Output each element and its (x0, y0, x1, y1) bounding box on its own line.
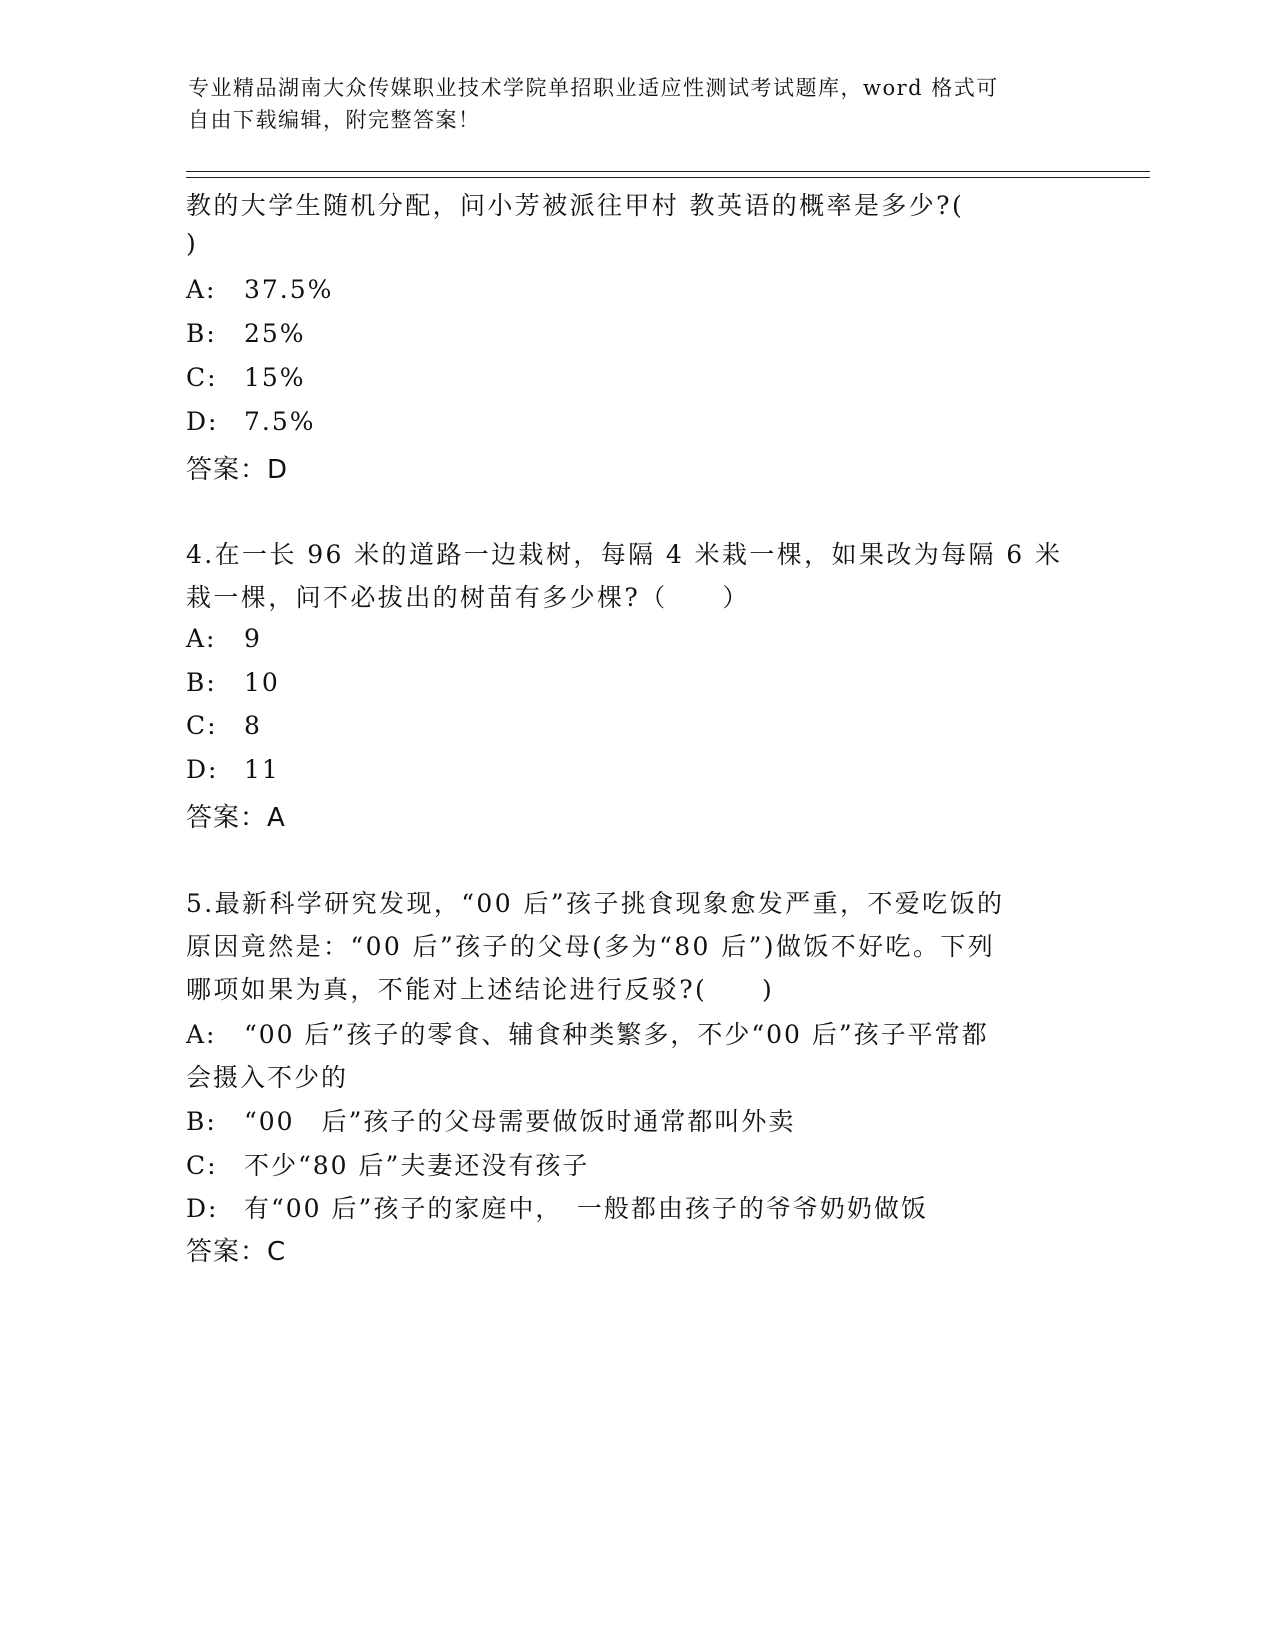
option-text: 会摄入不少的 (186, 1063, 349, 1092)
option-d (186, 1189, 928, 1225)
question-text-line: ) (186, 229, 199, 258)
option-text: 7.5% (244, 407, 316, 436)
option-d (186, 755, 280, 784)
option-text: 不少“80 后”夫妻还没有孩子 (244, 1151, 590, 1180)
header-line-2: 自由下载编辑，附完整答案！ (188, 108, 481, 132)
option-text: 10 (244, 668, 280, 697)
option-label: B: (186, 319, 217, 348)
answer: 答案：C (186, 1237, 287, 1267)
option-label: A: (186, 1020, 217, 1049)
question-text-line: 4.在一长 96 米的道路一边栽树，每隔 4 米栽一棵，如果改为每隔 6 米 (186, 540, 1063, 569)
option-label: D: (186, 755, 219, 784)
option-d (186, 407, 316, 436)
option-b (186, 668, 280, 697)
option-c (186, 711, 262, 740)
option-text: 8 (244, 711, 262, 740)
answer: 答案：A (186, 803, 286, 833)
option-label: A: (186, 275, 217, 304)
option-label: C: (186, 1151, 218, 1180)
option-text: “00 后”孩子的零食、辅食种类繁多，不少“00 后”孩子平常都 (244, 1020, 989, 1049)
option-label: C: (186, 711, 218, 740)
option-a (186, 624, 262, 653)
option-c (186, 1146, 589, 1182)
option-b (186, 319, 306, 348)
header-rule-top (186, 171, 1150, 172)
question-text-line: 栽一棵，问不必拔出的树苗有多少棵?（ ） (186, 583, 750, 612)
option-label: B: (186, 1107, 217, 1136)
question-text-line: 原因竟然是：“00 后”孩子的父母(多为“80 后”)做饭不好吃。下列 (186, 932, 996, 961)
option-label: A: (186, 624, 217, 653)
question-text-line: 教的大学生随机分配，问小芳被派往甲村 教英语的概率是多少?( (186, 191, 965, 220)
option-label: D: (186, 407, 219, 436)
option-label: D: (186, 1194, 219, 1223)
header-line-1: 专业精品湖南大众传媒职业技术学院单招职业适应性测试考试题库，word 格式可 (188, 76, 999, 100)
option-a-continued (186, 1058, 348, 1094)
question-text-line: 5.最新科学研究发现，“00 后”孩子挑食现象愈发严重，不爱吃饭的 (186, 889, 1005, 918)
option-text: 9 (244, 624, 262, 653)
option-label: C: (186, 363, 218, 392)
question-text-line: 哪项如果为真，不能对上述结论进行反驳?( ) (186, 975, 775, 1004)
option-text: 有“00 后”孩子的家庭中， 一般都由孩子的爷爷奶奶做饭 (244, 1194, 928, 1223)
option-text: 11 (244, 755, 280, 784)
option-a (186, 1015, 989, 1051)
option-text: 37.5% (244, 275, 334, 304)
option-c (186, 363, 306, 392)
option-a (186, 275, 333, 304)
option-text: 25% (244, 319, 306, 348)
option-label: B: (186, 668, 217, 697)
answer: 答案：D (186, 455, 289, 485)
option-b (186, 1102, 795, 1138)
option-text: “00 后”孩子的父母需要做饭时通常都叫外卖 (244, 1107, 796, 1136)
header-rule-bottom (186, 177, 1150, 178)
option-text: 15% (244, 363, 306, 392)
